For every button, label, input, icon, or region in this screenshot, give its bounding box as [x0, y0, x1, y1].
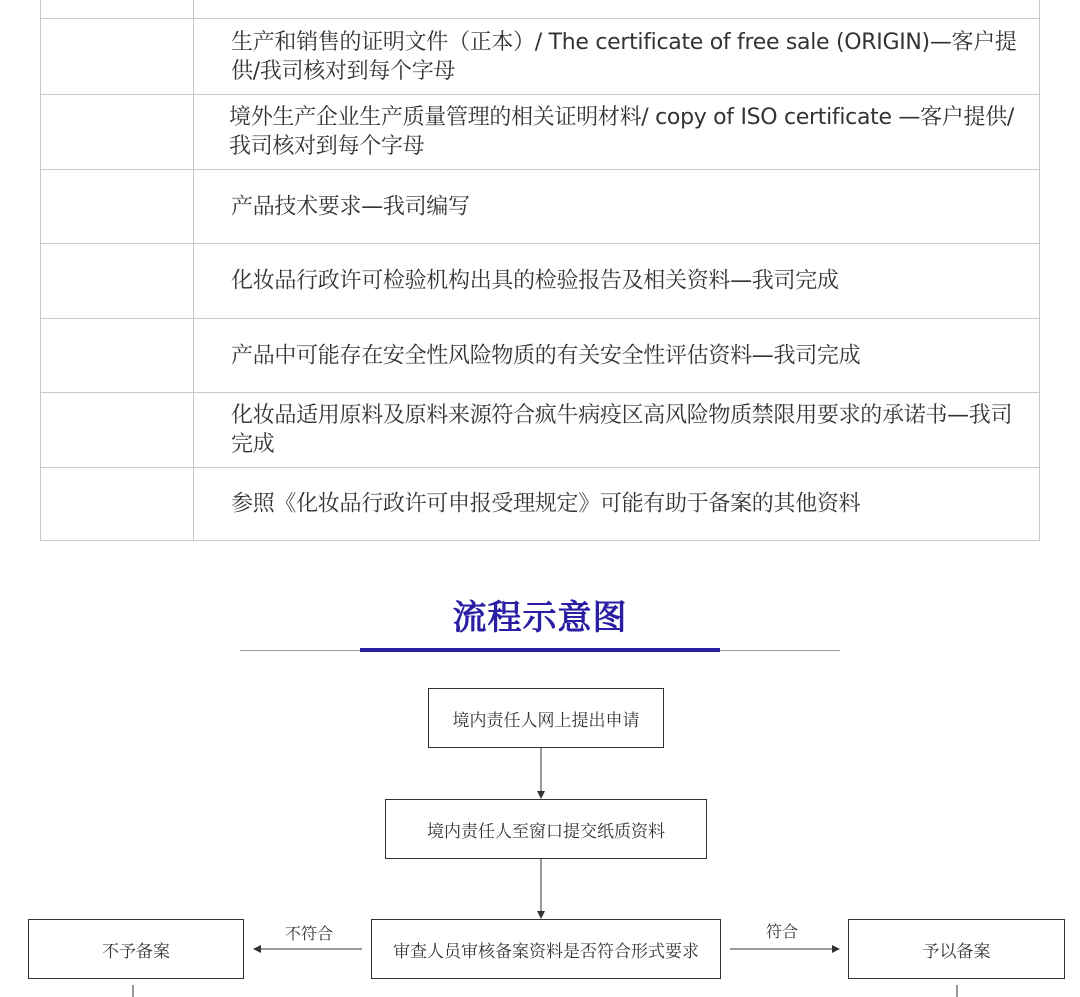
flow-result-accept: 予以备案	[848, 919, 1065, 979]
requirement-text: 境外生产企业生产质量管理的相关证明材料/ copy of ISO certificate —客户提供/我司核对到每个字母	[229, 105, 1015, 159]
requirement-text: 产品技术要求—我司编写	[231, 194, 470, 219]
requirement-text: 生产和销售的证明文件（正本）/ The certificate of free sale (ORIGIN)—客户提供/我司核对到每个字母	[231, 29, 1017, 84]
flow-step-apply-online: 境内责任人网上提出申请	[428, 688, 664, 748]
flow-step-review: 审查人员审核备案资料是否符合形式要求	[371, 919, 721, 979]
accept-label: 符合	[766, 922, 799, 941]
requirement-text: 产品中可能存在安全性风险物质的有关安全性评估资料—我司完成	[231, 343, 861, 368]
requirement-text: 化妆品行政许可检验机构出具的检验报告及相关资料—我司完成	[231, 268, 839, 294]
requirement-text: 化妆品适用原料及原料来源符合疯牛病疫区高风险物质禁限用要求的承诺书—我司完成	[231, 403, 1013, 457]
flow-step-submit-paper: 境内责任人至窗口提交纸质资料	[385, 799, 707, 859]
flow-result-reject: 不予备案	[28, 919, 244, 979]
reject-label: 不符合	[285, 924, 334, 943]
requirement-text: 参照《化妆品行政许可申报受理规定》可能有助于备案的其他资料	[231, 491, 861, 517]
flow-title: 流程示意图	[452, 598, 628, 638]
